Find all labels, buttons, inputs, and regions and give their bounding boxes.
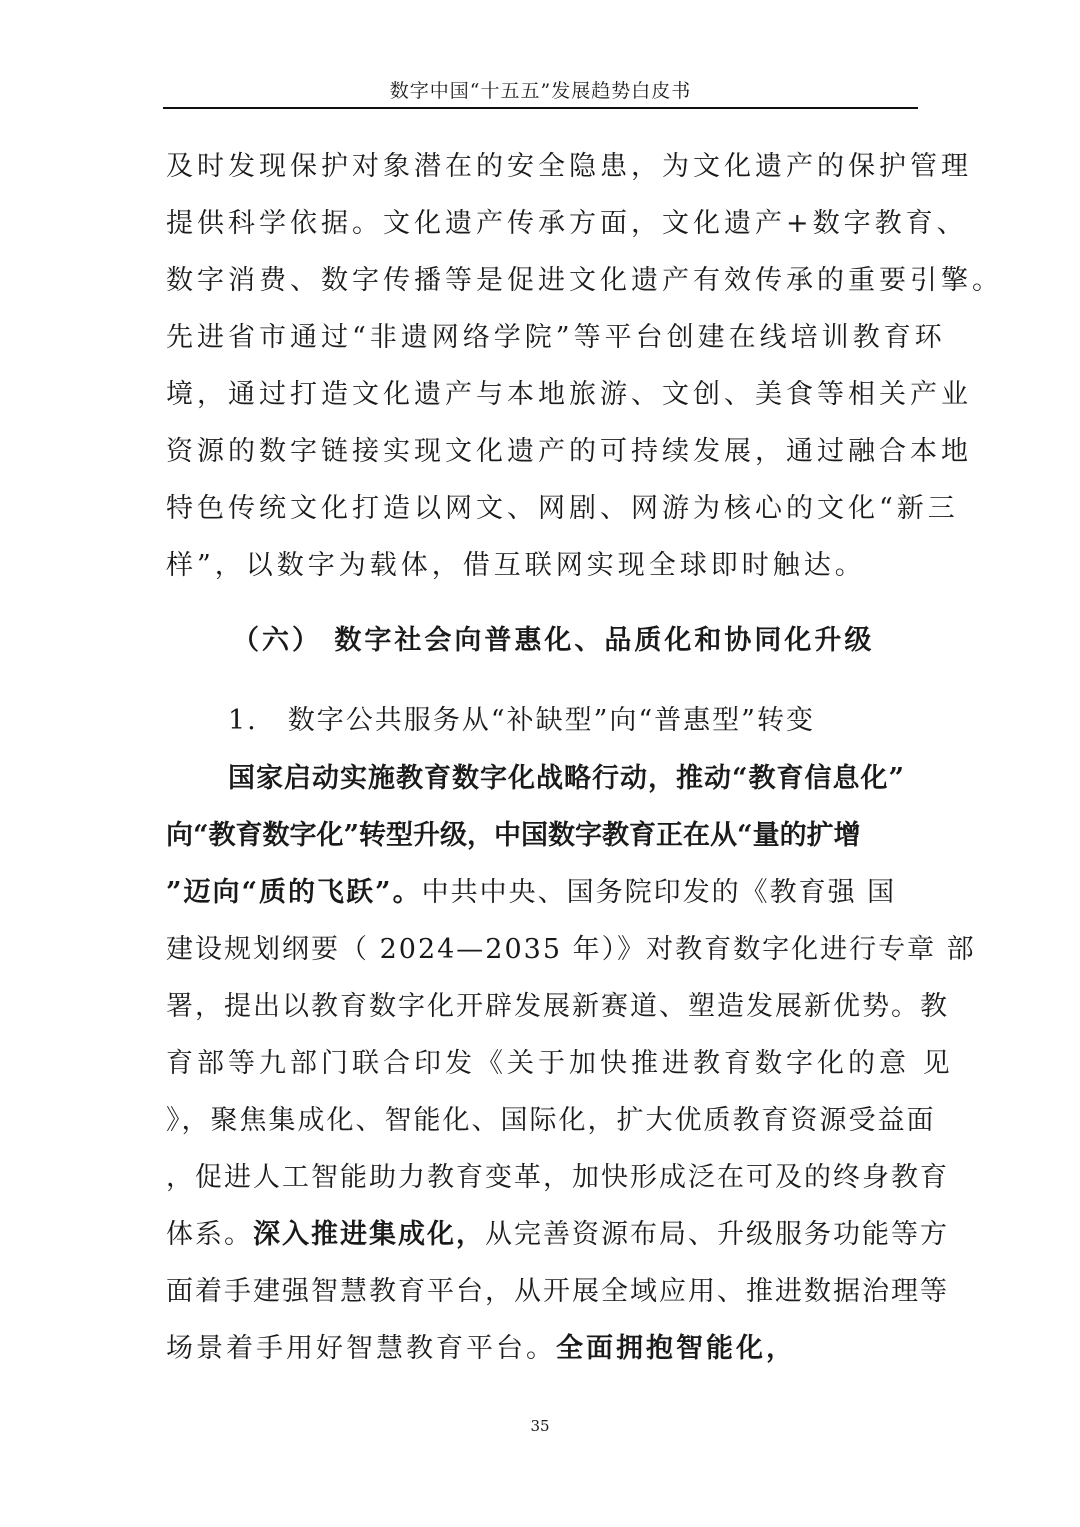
- text-line: 建设规划纲要（ 2024—2035 年）》对教育数字化进行专章 部: [166, 934, 976, 965]
- text-line: 面着手建强智慧教育平台，从开展全域应用、推进数据治理等: [166, 1276, 949, 1307]
- text-line: 数字消费、数字传播等是促进文化遗产有效传承的重要引擎。: [166, 265, 1003, 296]
- text-line: 》，聚焦集成化、智能化、国际化，扩大优质教育资源受益面: [166, 1105, 936, 1136]
- text-line: 资源的数字链接实现文化遗产的可持续发展，通过融合本地: [166, 436, 972, 467]
- bold-phrase: ”迈向“质的飞跃”。: [166, 877, 422, 908]
- text-line: 署，提出以教育数字化开辟发展新赛道、塑造发展新优势。教: [166, 991, 949, 1022]
- plain-phrase: 体系。: [166, 1219, 253, 1250]
- text-line: [166, 1217, 949, 1253]
- plain-phrase: 从完善资源布局、升级服务功能等方: [485, 1219, 949, 1250]
- header-divider: [163, 107, 918, 109]
- text-line: 样”，以数字为载体，借互联网实现全球即时触达。: [166, 550, 866, 581]
- text-line-bold: 向“教育数字化”转型升级，中国数字教育正在从“量的扩增: [166, 820, 861, 851]
- text-line-bold: 国家启动实施教育数字化战略行动，推动“教育信息化”: [228, 763, 906, 794]
- section-heading: （六） 数字社会向普惠化、品质化和协同化升级: [232, 625, 875, 656]
- subsection-number: 1.: [228, 705, 258, 736]
- bold-phrase: 深入推进集成化，: [253, 1219, 485, 1250]
- plain-phrase: 场景着手用好智慧教育平台。: [166, 1333, 556, 1364]
- text-line: 及时发现保护对象潜在的安全隐患，为文化遗产的保护管理: [166, 151, 972, 182]
- text-line: 特色传统文化打造以网文、网剧、网游为核心的文化“新三: [166, 493, 959, 524]
- subsection-title: 数字公共服务从“补缺型”向“普惠型”转变: [287, 705, 815, 736]
- bold-phrase: 全面拥抱智能化，: [556, 1333, 796, 1364]
- text-line: ，促进人工智能助力教育变革，加快形成泛在可及的终身教育: [166, 1162, 949, 1193]
- page-number: 35: [530, 1417, 550, 1435]
- text-line: [166, 1331, 796, 1367]
- text-line: [166, 875, 896, 911]
- page-header-title: 数字中国“十五五”发展趋势白皮书: [389, 80, 692, 102]
- text-line: 育部等九部门联合印发《关于加快推进教育数字化的意 见: [166, 1048, 954, 1079]
- text-line: 先进省市通过“非遗网络学院”等平台创建在线培训教育环: [166, 322, 946, 353]
- text-line: 境，通过打造文化遗产与本地旅游、文创、美食等相关产业: [166, 379, 972, 410]
- plain-phrase: 中共中央、国务院印发的《教育强 国: [421, 877, 897, 908]
- text-line: 提供科学依据。文化遗产传承方面，文化遗产+数字教育、: [166, 208, 968, 239]
- subsection-heading: [228, 703, 815, 739]
